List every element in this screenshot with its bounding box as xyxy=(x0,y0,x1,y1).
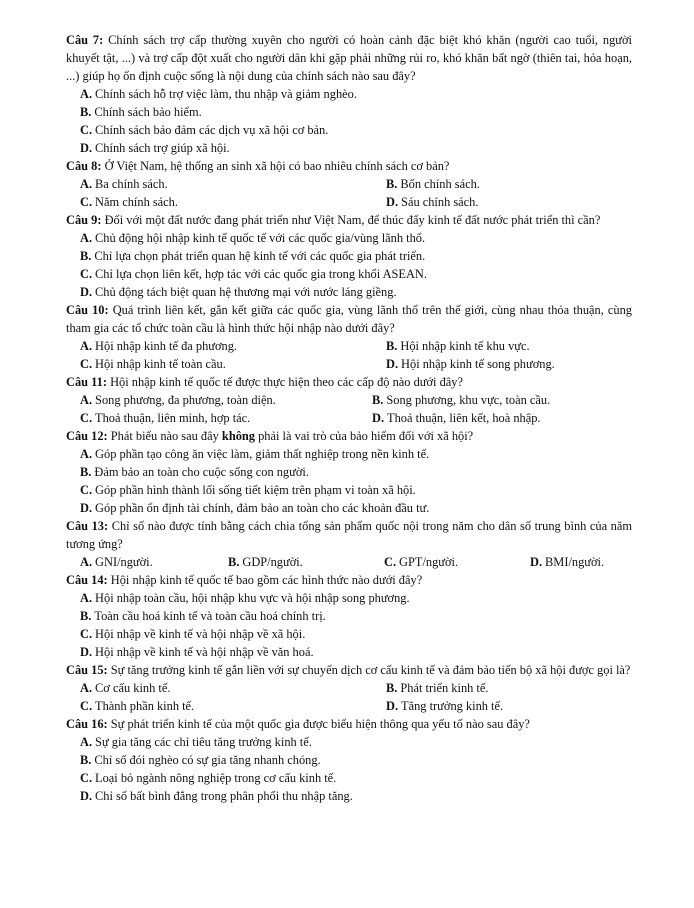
option-d[interactable]: D. Thoả thuận, liên kết, hoà nhập. xyxy=(372,411,541,425)
question-stem xyxy=(66,517,632,553)
answer-options xyxy=(66,445,632,517)
option-b[interactable]: B. Chỉ số đói nghèo có sự gia tăng nhanh chóng. xyxy=(80,753,321,767)
question-stem xyxy=(66,301,632,337)
question-10 xyxy=(66,301,632,373)
option-a[interactable]: A. Chủ động hội nhập kinh tế quốc tế với các quốc gia/vùng lãnh thổ. xyxy=(80,231,426,245)
question-number: Câu 14: xyxy=(66,573,108,587)
option-d[interactable]: D. BMI/người. xyxy=(530,555,605,569)
option-b[interactable]: B. Hội nhập kinh tế khu vực. xyxy=(386,339,530,353)
answer-options xyxy=(66,553,632,571)
question-stem xyxy=(66,571,632,589)
answer-options xyxy=(66,337,632,373)
option-d[interactable]: D. Chính sách trợ giúp xã hội. xyxy=(80,141,230,155)
option-b[interactable]: B. Toàn cầu hoá kinh tế và toàn cầu hoá chính trị. xyxy=(80,609,326,623)
question-13 xyxy=(66,517,632,571)
question-stem xyxy=(66,373,632,391)
question-number: Câu 10: xyxy=(66,303,109,317)
answer-options xyxy=(66,85,632,157)
option-c[interactable]: C. Góp phần hình thành lối sống tiết kiệm trên phạm vi toàn xã hội. xyxy=(80,483,416,497)
question-16 xyxy=(66,715,632,805)
option-a[interactable]: A. Hội nhập kinh tế đa phương. xyxy=(80,339,238,353)
option-b[interactable]: B. GDP/người. xyxy=(228,555,303,569)
option-a[interactable]: A. Hội nhập toàn cầu, hội nhập khu vực và hội nhập song phương. xyxy=(80,591,410,605)
option-c[interactable]: C. Thành phần kinh tế. xyxy=(80,699,195,713)
answer-options xyxy=(66,733,632,805)
question-number: Câu 9: xyxy=(66,213,102,227)
question-stem xyxy=(66,31,632,85)
option-d[interactable]: D. Tăng trưởng kinh tế. xyxy=(386,699,504,713)
question-15 xyxy=(66,661,632,715)
question-text: Sự phát triển kinh tế của một quốc gia được biểu hiện thông qua yếu tố nào sau đây? xyxy=(110,717,530,731)
question-number: Câu 15: xyxy=(66,663,108,677)
question-stem xyxy=(66,157,632,175)
option-b[interactable]: B. Bốn chính sách. xyxy=(386,177,480,191)
question-text: Đối với một đất nước đang phát triển như Việt Nam, để thúc đẩy kinh tế đất nước phát triển thì cần? xyxy=(104,213,601,227)
option-c[interactable]: C. GPT/người. xyxy=(384,555,459,569)
question-text: Hội nhập kinh tế quốc tế bao gồm các hình thức nào dưới đây? xyxy=(110,573,423,587)
option-b[interactable]: B. Song phương, khu vực, toàn cầu. xyxy=(372,393,551,407)
answer-options xyxy=(66,175,632,211)
option-a[interactable]: A. Góp phần tạo công ăn việc làm, giảm thất nghiệp trong nền kinh tế. xyxy=(80,447,430,461)
answer-options xyxy=(66,229,632,301)
question-7 xyxy=(66,31,632,157)
option-b[interactable]: B. Đảm bảo an toàn cho cuộc sống con người. xyxy=(80,465,309,479)
option-c[interactable]: C. Chính sách bảo đảm các dịch vụ xã hội cơ bản. xyxy=(80,123,329,137)
question-text: Chính sách trợ cấp thường xuyên cho người có hoàn cảnh đặc biệt khó khăn (người cao tuổi, người khuyết tật, ...) và trợ cấp đột xuất cho người dân khi gặp phải những rủi ro, khó khăn bất ngờ (thiên tai, hỏa hoạn, ...) giúp họ ổn định cuộc sống là nội dung của chính sách nào sau đây? xyxy=(66,33,632,83)
question-number: Câu 7: xyxy=(66,33,104,47)
option-d[interactable]: D. Sáu chính sách. xyxy=(386,195,479,209)
question-14 xyxy=(66,571,632,661)
question-text-emphasis: không xyxy=(221,429,255,443)
question-number: Câu 8: xyxy=(66,159,102,173)
option-b[interactable]: B. Chỉ lựa chọn phát triển quan hệ kinh tế với các quốc gia phát triển. xyxy=(80,249,426,263)
question-number: Câu 11: xyxy=(66,375,107,389)
option-d[interactable]: D. Chủ động tách biệt quan hệ thương mại với nước láng giềng. xyxy=(80,285,397,299)
question-text: Chỉ số nào được tính bằng cách chia tổng sản phẩm quốc nội trong năm cho dân số trung bình của năm tương ứng? xyxy=(66,519,632,551)
answer-options xyxy=(66,679,632,715)
option-a[interactable]: A. GNI/người. xyxy=(80,555,153,569)
option-a[interactable]: A. Sự gia tăng các chỉ tiêu tăng trưởng kinh tế. xyxy=(80,735,312,749)
option-b[interactable]: B. Chính sách bảo hiểm. xyxy=(80,105,202,119)
question-number: Câu 16: xyxy=(66,717,108,731)
question-text: Hội nhập kinh tế quốc tế được thực hiện theo các cấp độ nào dưới đây? xyxy=(110,375,463,389)
question-11 xyxy=(66,373,632,427)
question-number: Câu 12: xyxy=(66,429,108,443)
option-c[interactable]: C. Loại bỏ ngành nông nghiệp trong cơ cấu kinh tế. xyxy=(80,771,337,785)
option-c[interactable]: C. Chỉ lựa chọn liên kết, hợp tác với các quốc gia trong khối ASEAN. xyxy=(80,267,427,281)
option-c[interactable]: C. Hội nhập kinh tế toàn cầu. xyxy=(80,357,226,371)
option-a[interactable]: A. Cơ cấu kinh tế. xyxy=(80,681,171,695)
answer-options xyxy=(66,391,632,427)
option-a[interactable]: A. Ba chính sách. xyxy=(80,177,168,191)
option-c[interactable]: C. Hội nhập về kinh tế và hội nhập về xã hội. xyxy=(80,627,306,641)
question-stem xyxy=(66,661,632,679)
question-text-before: Phát biểu nào sau đây xyxy=(110,429,222,443)
option-b[interactable]: B. Phát triển kinh tế. xyxy=(386,681,489,695)
question-text: Sự tăng trưởng kinh tế gắn liền với sự chuyển dịch cơ cấu kinh tế và đảm bảo tiến bộ xã hội được gọi là? xyxy=(110,663,631,677)
question-number: Câu 13: xyxy=(66,519,109,533)
option-d[interactable]: D. Hội nhập về kinh tế và hội nhập về văn hoá. xyxy=(80,645,314,659)
answer-options xyxy=(66,589,632,661)
question-text-after: phải là vai trò của bảo hiểm đối với xã hội? xyxy=(255,429,474,443)
question-12 xyxy=(66,427,632,517)
question-stem xyxy=(66,715,632,733)
option-d[interactable]: D. Hội nhập kinh tế song phương. xyxy=(386,357,555,371)
question-8 xyxy=(66,157,632,211)
option-a[interactable]: A. Song phương, đa phương, toàn diện. xyxy=(80,393,276,407)
option-c[interactable]: C. Thoả thuận, liên minh, hợp tác. xyxy=(80,411,251,425)
question-9 xyxy=(66,211,632,301)
question-text: Quá trình liên kết, gắn kết giữa các quốc gia, vùng lãnh thổ trên thế giới, cùng nhau thỏa thuận, cùng tham gia các tổ chức toàn cầu là hình thức hội nhập nào dưới đây? xyxy=(66,303,632,335)
option-c[interactable]: C. Năm chính sách. xyxy=(80,195,178,209)
option-d[interactable]: D. Góp phần ổn định tài chính, đảm bảo an toàn cho các khoản đầu tư. xyxy=(80,501,430,515)
question-stem xyxy=(66,427,632,445)
question-text: Ở Việt Nam, hệ thống an sinh xã hội có bao nhiêu chính sách cơ bản? xyxy=(104,159,450,173)
option-d[interactable]: D. Chỉ số bất bình đẳng trong phân phối thu nhập tăng. xyxy=(80,789,353,803)
option-a[interactable]: A. Chính sách hỗ trợ việc làm, thu nhập và giảm nghèo. xyxy=(80,87,357,101)
question-stem xyxy=(66,211,632,229)
